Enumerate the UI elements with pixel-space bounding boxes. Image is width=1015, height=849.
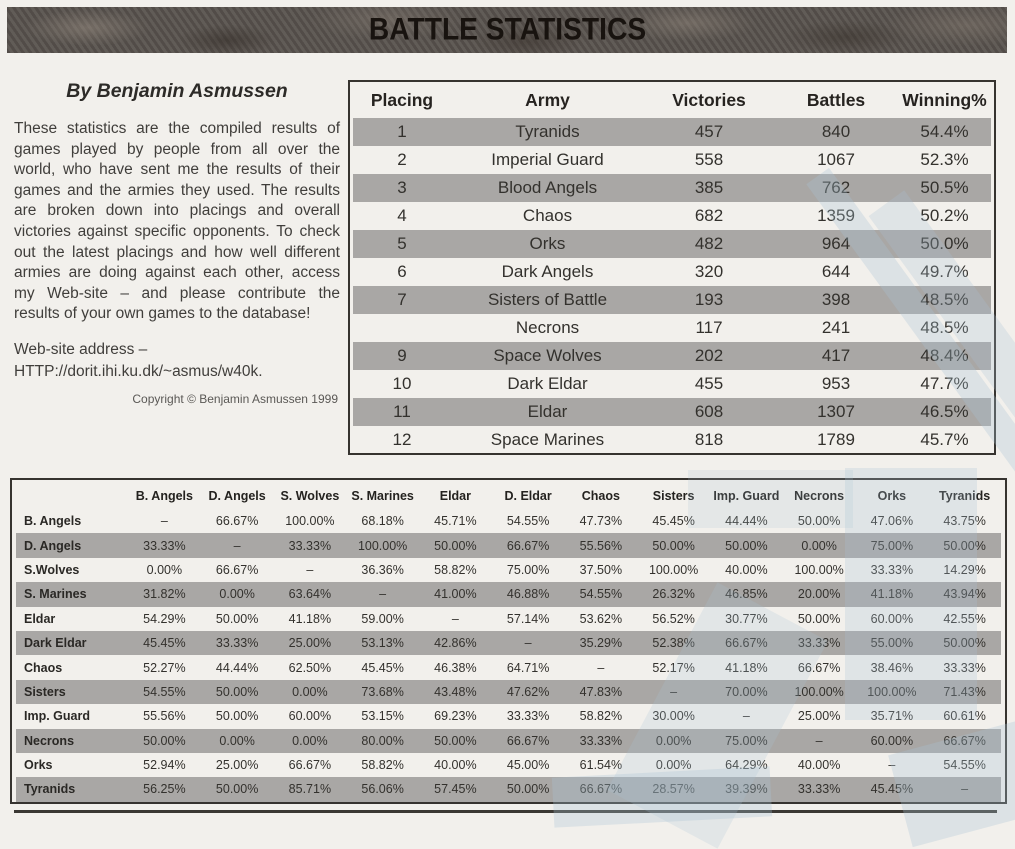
standings-row [353, 146, 991, 174]
matchup-cell: 54.55% [506, 514, 550, 529]
website-url: HTTP://dorit.ihi.ku.dk/~asmus/w40k. [14, 362, 263, 380]
matchup-cell: 71.43% [943, 684, 986, 699]
army-cell: Chaos [522, 206, 573, 225]
placing-cell: 10 [392, 374, 412, 393]
matchup-row-label: Tyranids [24, 782, 76, 797]
winning-cell: 48.5% [920, 318, 969, 337]
matchup-cell: 52.38% [652, 636, 695, 651]
placing-cell: 4 [397, 206, 407, 225]
matchup-cell: 75.00% [870, 538, 914, 553]
matchup-cell: 35.71% [870, 709, 914, 724]
matchup-cell: 66.67% [215, 562, 259, 577]
battles-cell: 1067 [817, 150, 855, 169]
matchup-cell: 60.00% [870, 733, 914, 748]
matchup-cell: 0.00% [219, 587, 255, 602]
matchup-cell: 55.56% [579, 538, 623, 553]
victories-cell: 682 [694, 206, 724, 225]
matchup-header-cell: Tyranids [939, 488, 991, 503]
matchup-cell: 59.00% [361, 611, 404, 626]
matchup-cell: 0.00% [219, 733, 255, 748]
matchup-cell: 40.00% [434, 758, 477, 773]
matchup-cell: – [524, 636, 532, 651]
army-cell: Necrons [515, 318, 580, 337]
standings-row [353, 426, 991, 454]
matchup-cell: 33.33% [870, 562, 914, 577]
matchup-cell: 25.00% [215, 758, 259, 773]
standings-header-cell: Battles [806, 90, 866, 110]
matchup-cell: 50.00% [434, 733, 477, 748]
matchup-row-label: Imp. Guard [24, 709, 90, 724]
matchup-row-label: Orks [24, 758, 53, 773]
matchup-cell: 40.00% [797, 758, 841, 773]
matchup-cell: 41.18% [870, 587, 914, 602]
standings-row [353, 258, 991, 286]
army-cell: Space Wolves [493, 346, 602, 365]
army-cell: Tyranids [515, 122, 580, 141]
matchup-cell: 38.46% [870, 660, 914, 675]
battles-cell: 398 [821, 290, 851, 309]
matchup-cell: 50.00% [506, 782, 550, 797]
matchup-cell: 45.45% [143, 636, 186, 651]
page-title: BATTLE STATISTICS [368, 11, 646, 47]
army-cell: Imperial Guard [491, 150, 604, 169]
matchup-cell: 54.29% [143, 611, 186, 626]
battles-cell: 1789 [817, 430, 855, 449]
matchup-cell: 58.82% [434, 562, 477, 577]
army-cell: Blood Angels [497, 178, 598, 197]
matchup-cell: – [597, 660, 605, 675]
battles-cell: 644 [821, 262, 851, 281]
matchup-cell: – [379, 587, 387, 602]
winning-cell: 48.4% [920, 346, 969, 365]
matchup-cell: 33.33% [506, 709, 550, 724]
matchup-cell: 100.00% [648, 562, 699, 577]
matchup-cell: 56.52% [652, 611, 695, 626]
matchup-row [16, 704, 1001, 728]
matchup-cell: 66.67% [506, 538, 550, 553]
matchup-cell: 55.56% [143, 709, 186, 724]
matchup-cell: 52.27% [143, 660, 186, 675]
matchup-row-label: Necrons [24, 733, 75, 748]
matchup-cell: 85.71% [288, 782, 332, 797]
placing-cell: 5 [397, 234, 407, 253]
victories-cell: 482 [694, 234, 724, 253]
placing-cell: 6 [397, 262, 407, 281]
standings-row [353, 398, 991, 426]
matchup-cell: – [815, 733, 823, 748]
matchup-cell: 66.67% [215, 514, 259, 529]
matchup-cell: 50.00% [215, 684, 259, 699]
matchup-cell: 43.94% [943, 587, 986, 602]
matchup-cell: 66.67% [288, 758, 332, 773]
matchup-row-label: S. Marines [24, 587, 87, 602]
matchup-cell: 50.00% [797, 514, 841, 529]
matchup-cell: 66.67% [579, 782, 623, 797]
matchup-cell: – [306, 562, 314, 577]
intro-article [14, 80, 340, 406]
matchup-cell: 66.67% [943, 733, 986, 748]
matchup-row-label: Eldar [24, 611, 56, 626]
matchup-cell: 62.50% [288, 660, 332, 675]
placing-cell: 9 [397, 346, 407, 365]
matchup-cell: 68.18% [361, 514, 404, 529]
matchup-cell: 58.82% [579, 709, 623, 724]
winning-cell: 50.0% [920, 234, 969, 253]
byline: By Benjamin Asmussen [66, 80, 288, 102]
copyright-line: Copyright © Benjamin Asmussen 1999 [132, 391, 338, 406]
matchup-cell: 26.32% [652, 587, 695, 602]
battles-cell: 964 [821, 234, 851, 253]
matchup-table-header [16, 482, 1001, 509]
matchup-header-cell: Orks [877, 488, 907, 503]
victories-cell: 558 [694, 150, 724, 169]
matchup-cell: 54.55% [579, 587, 623, 602]
victories-cell: 457 [694, 122, 724, 141]
matchup-cell: 50.00% [943, 538, 986, 553]
matchup-cell: 25.00% [797, 709, 841, 724]
matchup-cell: 20.00% [797, 587, 841, 602]
matchup-cell: 75.00% [506, 562, 550, 577]
matchup-cell: 52.17% [652, 660, 695, 675]
matchup-cell: 45.45% [870, 782, 914, 797]
placing-cell: 7 [397, 290, 407, 309]
matchup-cell: 58.82% [361, 758, 404, 773]
matchup-header-cell: S. Marines [351, 488, 414, 503]
matchup-cell: 44.44% [215, 660, 259, 675]
matchup-cell: 64.71% [506, 660, 550, 675]
victories-cell: 385 [694, 178, 724, 197]
matchup-cell: 57.14% [506, 611, 550, 626]
matchup-header-cell: Sisters [652, 488, 695, 503]
battles-cell: 840 [821, 122, 851, 141]
standings-header-cell: Placing [370, 90, 434, 110]
army-cell: Sisters of Battle [487, 290, 608, 309]
matchup-cell: 31.82% [143, 587, 186, 602]
matchup-cell: 54.55% [943, 758, 986, 773]
matchup-cell: 60.61% [943, 709, 986, 724]
army-cell: Dark Angels [501, 262, 594, 281]
battles-cell: 241 [821, 318, 851, 337]
matchup-cell: 63.64% [288, 587, 332, 602]
website-address-label: Web-site address – [14, 340, 148, 358]
standings-row [353, 370, 991, 398]
matchup-cell: 52.94% [143, 758, 186, 773]
matchup-cell: 47.06% [870, 514, 914, 529]
standings-table-header [353, 83, 991, 118]
victories-cell: 117 [695, 318, 723, 337]
matchup-row [16, 777, 1001, 801]
matchup-row [16, 558, 1001, 582]
matchup-cell: 66.67% [725, 636, 768, 651]
matchup-cell: 47.73% [579, 514, 623, 529]
winning-cell: 49.7% [920, 262, 969, 281]
matchup-cell: 50.00% [215, 611, 259, 626]
matchup-cell: 14.29% [943, 562, 986, 577]
matchup-cell: 55.00% [870, 636, 914, 651]
matchup-cell: 42.86% [434, 636, 477, 651]
matchup-cell: 41.00% [434, 587, 477, 602]
army-cell: Space Marines [490, 430, 605, 449]
victories-cell: 202 [694, 346, 724, 365]
battles-cell: 1359 [817, 206, 855, 225]
standings-table-body [353, 118, 991, 454]
matchup-cell: 53.62% [579, 611, 623, 626]
battles-cell: 762 [821, 178, 851, 197]
matchup-cell: 80.00% [361, 733, 404, 748]
matchup-cell: 30.77% [725, 611, 768, 626]
victories-cell: 608 [694, 402, 724, 421]
matchup-cell: 44.44% [725, 514, 768, 529]
matchup-cell: 53.15% [361, 709, 404, 724]
matchup-row [16, 753, 1001, 777]
winning-cell: 48.5% [920, 290, 969, 309]
matchup-cell: 46.88% [506, 587, 550, 602]
matchup-cell: 33.33% [143, 538, 186, 553]
matchup-cell: 50.00% [725, 538, 768, 553]
matchup-header-cell: D. Eldar [504, 488, 552, 503]
matchup-cell: – [233, 538, 241, 553]
matchup-cell: 50.00% [652, 538, 695, 553]
matchup-cell: 39.39% [725, 782, 768, 797]
matchup-cell: 0.00% [655, 758, 692, 773]
victories-cell: 818 [694, 430, 724, 449]
matchup-cell: 50.00% [943, 636, 986, 651]
matchup-cell: 56.06% [361, 782, 404, 797]
matchup-header-cell: Necrons [794, 488, 845, 503]
matchup-cell: – [961, 782, 969, 797]
standings-row [353, 174, 991, 202]
matchup-cell: 33.33% [288, 538, 332, 553]
matchup-cell: 33.33% [215, 636, 259, 651]
matchup-row-label: S.Wolves [24, 562, 80, 577]
standings-header-cell: Victories [672, 90, 746, 110]
matchup-cell: 33.33% [943, 660, 986, 675]
matchup-table-body [16, 509, 1001, 802]
matchup-row-label: Dark Eldar [24, 636, 87, 651]
standings-header-cell: Winning% [902, 90, 987, 110]
matchup-cell: 0.00% [146, 562, 183, 577]
placing-cell: 1 [397, 122, 407, 141]
battles-cell: 417 [821, 346, 851, 365]
matchup-cell: 57.45% [434, 782, 477, 797]
standings-row [353, 230, 991, 258]
matchup-table [10, 478, 1007, 804]
matchup-header-cell: Eldar [439, 488, 471, 503]
winning-cell: 47.7% [920, 374, 969, 393]
matchup-cell: 53.13% [361, 636, 404, 651]
matchup-header-cell: S. Wolves [280, 488, 340, 503]
matchup-row-label: B. Angels [24, 514, 82, 529]
matchup-cell: 0.00% [655, 733, 692, 748]
matchup-cell: 60.00% [288, 709, 332, 724]
matchup-cell: 54.55% [143, 684, 186, 699]
winning-cell: 50.2% [920, 206, 969, 225]
matchup-cell: 100.00% [794, 562, 844, 577]
matchup-cell: 33.33% [579, 733, 623, 748]
matchup-cell: 73.68% [361, 684, 404, 699]
matchup-row-label: D. Angels [24, 538, 82, 553]
winning-cell: 46.5% [920, 402, 969, 421]
matchup-cell: 56.25% [143, 782, 186, 797]
matchup-cell: 36.36% [361, 562, 404, 577]
matchup-cell: – [160, 514, 168, 529]
matchup-cell: 47.83% [579, 684, 623, 699]
army-cell: Eldar [527, 402, 568, 421]
battles-cell: 1307 [817, 402, 855, 421]
army-cell: Dark Eldar [507, 374, 588, 393]
matchup-cell: 43.75% [943, 514, 986, 529]
matchup-cell: 37.50% [579, 562, 623, 577]
matchup-cell: 66.67% [506, 733, 550, 748]
matchup-cell: 28.57% [652, 782, 695, 797]
standings-row [353, 342, 991, 370]
matchup-cell: 45.71% [434, 514, 477, 529]
matchup-cell: 50.00% [797, 611, 841, 626]
matchup-header-cell: B. Angels [135, 488, 193, 503]
winning-cell: 54.4% [920, 122, 969, 141]
matchup-cell: 100.00% [794, 684, 844, 699]
placing-cell: 11 [393, 402, 411, 421]
matchup-cell: 75.00% [725, 733, 768, 748]
matchup-row [16, 631, 1001, 655]
standings-row [353, 202, 991, 230]
matchup-cell: 30.00% [652, 709, 695, 724]
matchup-row-label: Chaos [24, 660, 63, 675]
matchup-cell: 47.62% [506, 684, 550, 699]
winning-cell: 52.3% [920, 150, 969, 169]
battles-cell: 953 [821, 374, 851, 393]
matchup-cell: 40.00% [725, 562, 768, 577]
matchup-header-cell: Imp. Guard [713, 488, 780, 503]
matchup-cell: 70.00% [725, 684, 768, 699]
matchup-row [16, 729, 1001, 753]
matchup-cell: 50.00% [215, 782, 259, 797]
matchup-cell: 41.18% [288, 611, 332, 626]
matchup-cell: 33.33% [797, 782, 841, 797]
matchup-cell: – [888, 758, 896, 773]
matchup-cell: 45.45% [361, 660, 404, 675]
placing-cell: 3 [397, 178, 407, 197]
matchup-cell: 33.33% [797, 636, 841, 651]
matchup-cell: 42.55% [943, 611, 986, 626]
matchup-cell: 41.18% [725, 660, 768, 675]
matchup-cell: 43.48% [434, 684, 477, 699]
matchup-cell: 50.00% [215, 709, 259, 724]
title-banner [7, 7, 1007, 53]
matchup-cell: 100.00% [867, 684, 917, 699]
victories-cell: 320 [694, 262, 724, 281]
matchup-row [16, 582, 1001, 606]
matchup-cell: 46.85% [725, 587, 768, 602]
army-cell: Orks [529, 234, 566, 253]
matchup-cell: 0.00% [801, 538, 837, 553]
matchup-cell: 50.00% [434, 538, 477, 553]
matchup-header-cell: Chaos [581, 488, 620, 503]
matchup-cell: 64.29% [725, 758, 768, 773]
matchup-cell: – [742, 709, 750, 724]
placing-cell: 2 [397, 150, 407, 169]
matchup-cell: 69.23% [434, 709, 477, 724]
winning-cell: 50.5% [920, 178, 969, 197]
matchup-cell: 50.00% [143, 733, 186, 748]
matchup-row [16, 680, 1001, 704]
placing-cell: 12 [392, 430, 412, 449]
matchup-cell: 100.00% [285, 514, 335, 529]
matchup-cell: 45.00% [506, 758, 550, 773]
winning-cell: 45.7% [920, 430, 969, 449]
matchup-cell: 46.38% [434, 660, 477, 675]
intro-paragraph: These statistics are the compiled results of games played by people from all over the world, who have sent me the results of their games and the armies they used. The results are broken down into placings and overall victories against specific opponents. To check out the latest placings and how well different armies are doing against each other, access my Web-site – and please contribute the results of your own games to the database! [14, 120, 340, 323]
matchup-cell: 45.45% [652, 514, 695, 529]
matchup-cell: 25.00% [288, 636, 332, 651]
matchup-cell: 100.00% [357, 538, 408, 553]
standings-table [348, 80, 996, 455]
matchup-cell: – [670, 684, 678, 699]
matchup-cell: 60.00% [870, 611, 914, 626]
standings-row [353, 118, 991, 146]
standings-row [353, 286, 991, 314]
matchup-cell: 35.29% [579, 636, 623, 651]
standings-header-cell: Army [525, 90, 570, 110]
matchup-row [16, 655, 1001, 679]
matchup-row [16, 607, 1001, 631]
victories-cell: 455 [694, 374, 724, 393]
victories-cell: 193 [694, 290, 724, 309]
matchup-cell: 61.54% [579, 758, 623, 773]
bottom-rule [14, 810, 997, 813]
matchup-cell: – [451, 611, 459, 626]
matchup-cell: 0.00% [292, 733, 328, 748]
matchup-header-cell: D. Angels [208, 488, 266, 503]
matchup-row [16, 509, 1001, 533]
standings-row [353, 314, 991, 342]
matchup-cell: 66.67% [797, 660, 841, 675]
matchup-row-label: Sisters [24, 684, 66, 699]
matchup-row [16, 533, 1001, 557]
matchup-cell: 0.00% [292, 684, 328, 699]
